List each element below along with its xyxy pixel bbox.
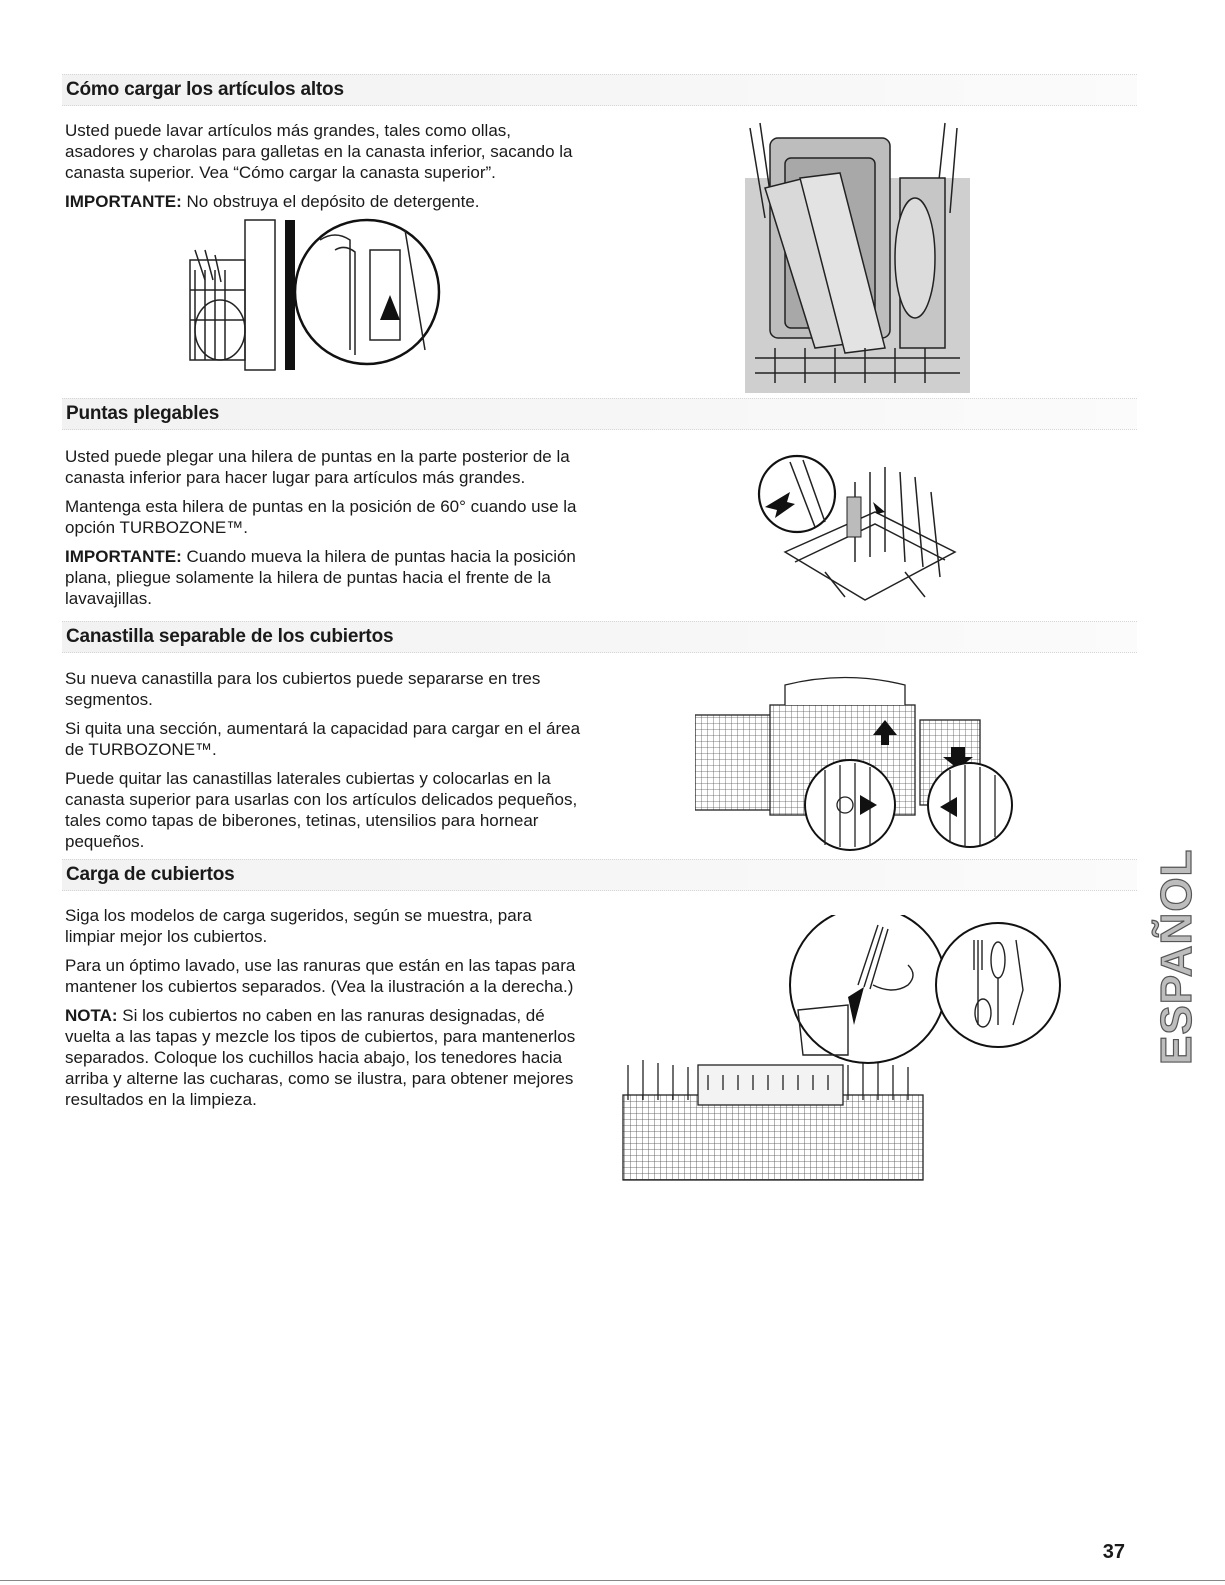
paragraph: Su nueva canastilla para los cubiertos puede separarse en tres segmentos. xyxy=(65,669,541,709)
paragraph: Usted puede plegar una hilera de puntas en la parte posterior de la canasta inferior para hacer lugar para artículos más grandes. xyxy=(65,447,570,487)
fold-tines-illustration xyxy=(755,452,960,602)
paragraph: Si quita una sección, aumentará la capacidad para cargar en el área de TURBOZONE™. xyxy=(65,719,581,759)
side-tab-label: ESPAÑOL xyxy=(1152,848,1201,1065)
paragraph: Mantenga esta hilera de puntas en la posición de 60° cuando use la opción TURBOZONE™. xyxy=(65,497,577,537)
section-title: Cómo cargar los artículos altos xyxy=(66,79,344,100)
detergent-dispenser-illustration xyxy=(185,210,455,390)
section-title: Carga de cubiertos xyxy=(66,864,235,885)
section-header xyxy=(62,74,1137,106)
removable-basket-illustration xyxy=(695,675,1020,855)
paragraph: Siga los modelos de carga sugeridos, según se muestra, para limpiar mejor los cubiertos. xyxy=(65,906,532,946)
fold-tines-text xyxy=(65,446,585,617)
important-note: IMPORTANTE: Cuando mueva la hilera de puntas hacia la posición plana, pliegue solamente la hilera de puntas hacia el frente de la lavavajillas. xyxy=(65,547,576,608)
silverware-text xyxy=(65,905,585,1118)
paragraph: Puede quitar las canastillas laterales cubiertas y colocarlas en la canasta superior para usarlas con los artículos delicados pequeños, tales como tapas de biberones, tetinas, utensilios para hornear pequeños. xyxy=(65,769,578,851)
page-number: 37 xyxy=(1102,1541,1125,1563)
section-title: Puntas plegables xyxy=(66,403,220,424)
section-header xyxy=(62,621,1137,653)
large-items-rack-illustration xyxy=(745,118,970,393)
silverware-loading-illustration xyxy=(618,915,1063,1190)
section-header xyxy=(62,398,1137,430)
section-tall-items xyxy=(62,74,1137,106)
note: NOTA: Si los cubiertos no caben en las ranuras designadas, dé vuelta a las tapas y mezcle los tipos de cubiertos, para mantenerlos separados. Coloque los cuchillos hacia abajo, los tenedores hacia arriba y alterne las cucharas, como se ilustra, para obtener mejores resultados en la limpieza. xyxy=(65,1006,576,1109)
section-title: Canastilla separable de los cubiertos xyxy=(66,626,394,647)
paragraph: Usted puede lavar artículos más grandes, tales como ollas, asadores y charolas para galletas en la canasta inferior, sacando la canasta superior. Vea “Cómo cargar la canasta superior”. xyxy=(65,121,573,182)
bottom-rule xyxy=(0,1580,1225,1581)
section-basket xyxy=(62,621,1137,653)
paragraph: Para un óptimo lavado, use las ranuras que están en las tapas para mantener los cubiertos separados. (Vea la ilustración a la derecha.) xyxy=(65,956,576,996)
basket-text xyxy=(65,668,585,860)
important-note: IMPORTANTE: No obstruya el depósito de detergente. xyxy=(65,192,480,211)
section-fold-tines xyxy=(62,398,1137,430)
language-side-tab xyxy=(1145,835,1207,1065)
section-silverware xyxy=(62,859,1137,891)
tall-items-text xyxy=(65,120,585,220)
section-header xyxy=(62,859,1137,891)
